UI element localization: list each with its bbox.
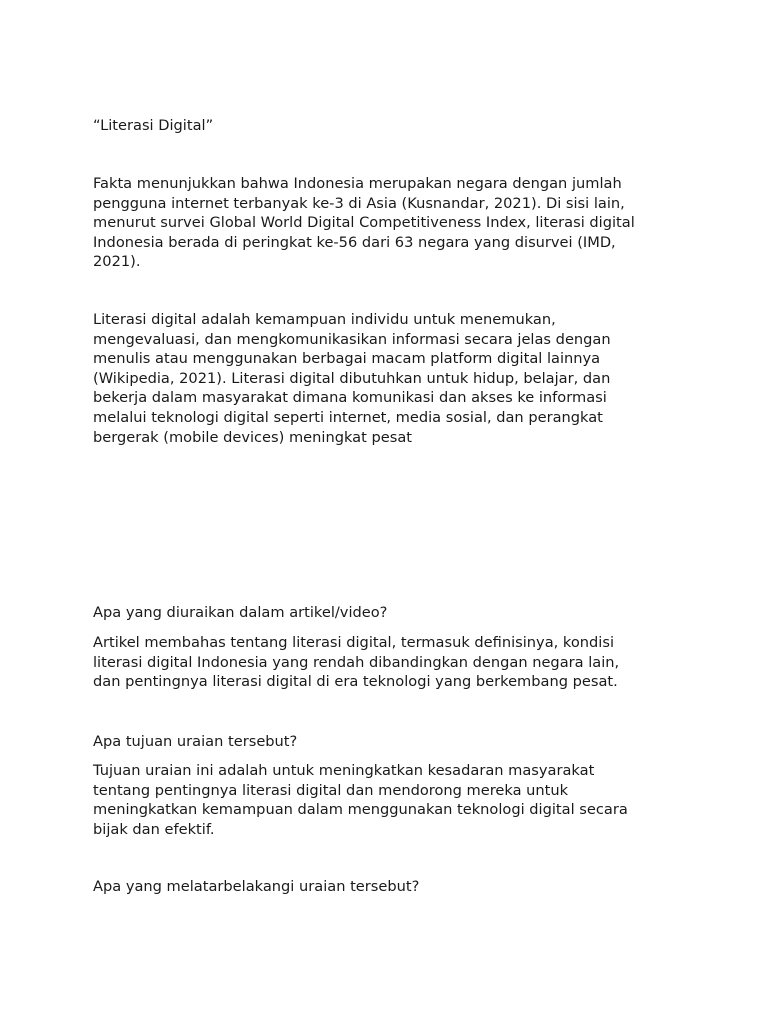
paragraph-line: Indonesia berada di peringkat ke-56 dari 63 negara yang disurvei (IMD, <box>93 233 616 251</box>
paragraph-line: pengguna internet terbanyak ke-3 di Asia (Kusnandar, 2021). Di sisi lain, <box>93 194 625 212</box>
answer-line: Tujuan uraian ini adalah untuk meningkatkan kesadaran masyarakat <box>93 762 595 779</box>
title-text: “Literasi Digital” <box>93 117 214 134</box>
question-2 <box>93 732 683 752</box>
paragraph-line: 2021). <box>93 253 141 271</box>
answer-1 <box>93 633 683 692</box>
paragraph-line: Literasi digital adalah kemampuan individu untuk menemukan, <box>93 311 556 328</box>
answer-line: literasi digital Indonesia yang rendah dibandingkan dengan negara lain, <box>93 653 620 671</box>
answer-2 <box>93 761 683 839</box>
paragraph-line: Fakta menunjukkan bahwa Indonesia merupakan negara dengan jumlah <box>93 175 622 192</box>
answer-line: tentang pentingnya literasi digital dan mendorong mereka untuk <box>93 781 569 799</box>
question-1 <box>93 603 683 623</box>
paragraph-line: bergerak (mobile devices) meningkat pesat <box>93 428 412 446</box>
paragraph-line: menulis atau menggunakan berbagai macam platform digital lainnya <box>93 350 601 368</box>
answer-line: dan pentingnya literasi digital di era teknologi yang berkembang pesat. <box>93 673 618 691</box>
paragraph-line: menurut survei Global World Digital Competitiveness Index, literasi digital <box>93 214 635 232</box>
question-3 <box>93 877 683 897</box>
paragraph-definition <box>93 310 683 447</box>
paragraph-line: mengevaluasi, dan mengkomunikasikan informasi secara jelas dengan <box>93 330 611 348</box>
document-title <box>93 116 683 136</box>
question-text: Apa tujuan uraian tersebut? <box>93 733 298 750</box>
paragraph-intro <box>93 174 683 272</box>
question-text: Apa yang melatarbelakangi uraian tersebut? <box>93 878 420 895</box>
answer-line: bijak dan efektif. <box>93 820 215 838</box>
paragraph-line: melalui teknologi digital seperti internet, media sosial, dan perangkat <box>93 408 603 426</box>
answer-line: meningkatkan kemampuan dalam menggunakan teknologi digital secara <box>93 801 628 819</box>
answer-line: Artikel membahas tentang literasi digital, termasuk definisinya, kondisi <box>93 634 614 651</box>
paragraph-line: bekerja dalam masyarakat dimana komunikasi dan akses ke informasi <box>93 389 607 407</box>
paragraph-line: (Wikipedia, 2021). Literasi digital dibutuhkan untuk hidup, belajar, dan <box>93 369 611 387</box>
question-text: Apa yang diuraikan dalam artikel/video? <box>93 604 388 621</box>
